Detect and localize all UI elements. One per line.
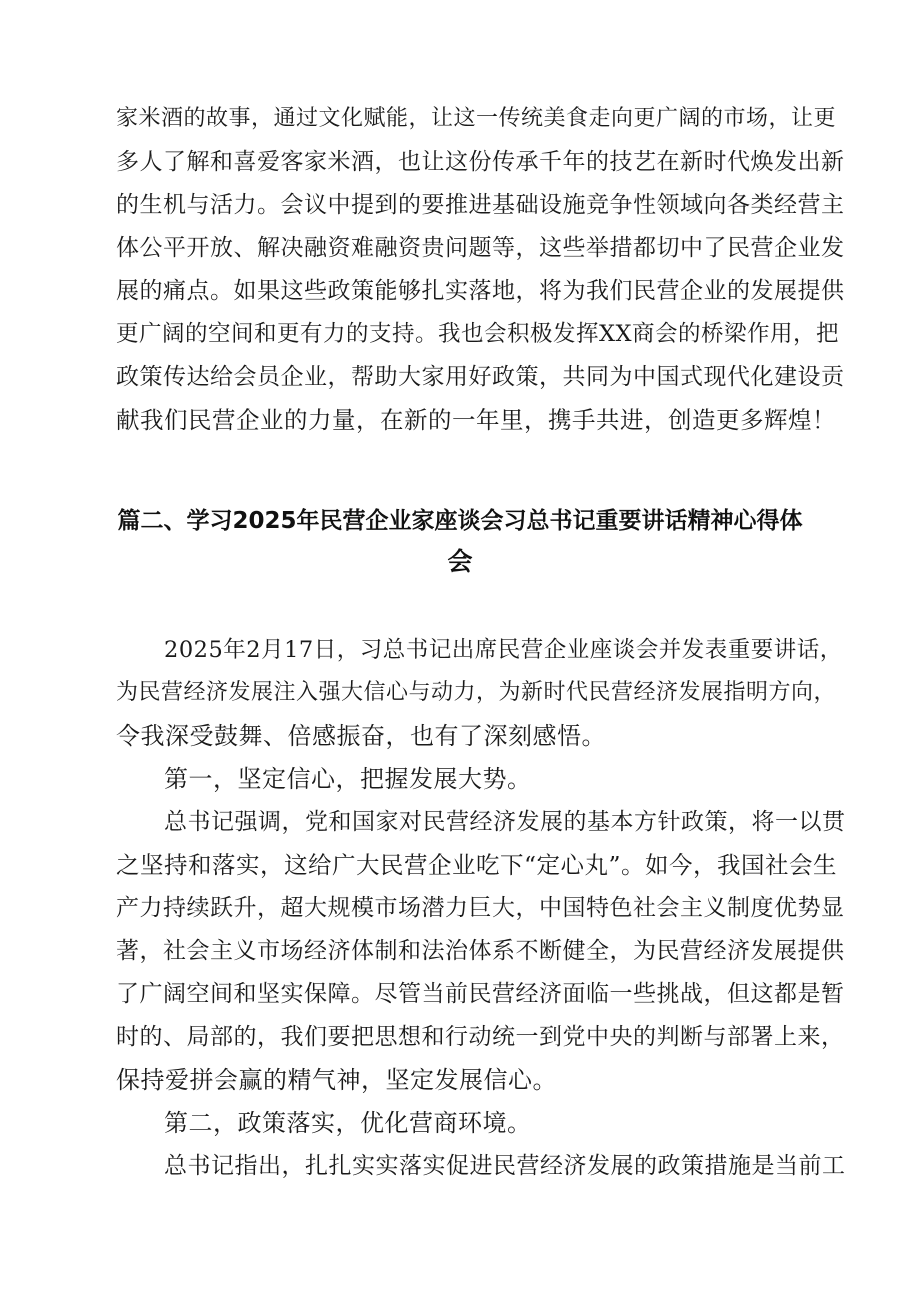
paragraph-line: 总书记指出，扎扎实实落实促进民营经济发展的政策措施是当前工 [164, 1153, 846, 1179]
paragraph-line: 之坚持和落实，这给广大民营企业吃下“定心丸”。如今，我国社会生 [116, 851, 838, 879]
subheading-line: 第二，政策落实，优化营商环境。 [164, 1109, 532, 1137]
paragraph-line: 时的、局部的，我们要把思想和行动统一到党中央的判断与部署上来， [116, 1024, 845, 1050]
paragraph-line: 保持爱拼会赢的精气神，坚定发展信心。 [116, 1066, 557, 1094]
paragraph-line: 家米酒的故事，通过文化赋能，让这一传统美食走向更广阔的市场，让更 [116, 106, 837, 131]
paragraph-line: 政策传达给会员企业，帮助大家用好政策，共同为中国式现代化建设贡 [116, 364, 845, 390]
paragraph-line: 令我深受鼓舞、倍感振奋，也有了深刻感悟。 [116, 722, 606, 750]
paragraph-line: 展的痛点。如果这些政策能够扎实落地，将为我们民营企业的发展提供 [116, 278, 845, 304]
paragraph-line: 著，社会主义市场经济体制和法治体系不断健全，为民营经济发展提供 [116, 938, 845, 964]
paragraph-line: 更广阔的空间和更有力的支持。我也会积极发挥XX商会的桥梁作用，把 [116, 321, 840, 347]
paragraph-line: 总书记强调，党和国家对民营经济发展的基本方针政策，将一以贯 [164, 809, 846, 835]
paragraph-line: 的生机与活力。会议中提到的要推进基础设施竞争性领域向各类经营主 [116, 192, 845, 218]
paragraph-line: 为民营经济发展注入强大信心与动力，为新时代民营经济发展指明方向， [116, 680, 837, 705]
paragraph-line: 体公平开放、解决融资难融资贵问题等，这些举措都切中了民营企业发 [116, 235, 845, 261]
paragraph-line: 产力持续跃升，超大规模市场潜力巨大，中国特色社会主义制度优势显 [116, 895, 845, 921]
paragraph-line: 了广阔空间和坚实保障。尽管当前民营经济面临一些挑战，但这都是暂 [116, 981, 845, 1007]
paragraph-line: 多人了解和喜爱客家米酒，也让这份传承千年的技艺在新时代焕发出新 [116, 149, 845, 175]
section-title: 篇二、学习2025年民营企业家座谈会习总书记重要讲话精神心得体 [117, 508, 803, 534]
paragraph-line: 2025年2月17日，习总书记出席民营企业座谈会并发表重要讲话， [164, 637, 843, 663]
section-title-continuation: 会 [447, 547, 473, 576]
paragraph-line: 献我们民营企业的力量，在新的一年里，携手共进，创造更多辉煌！ [116, 406, 836, 434]
subheading-line: 第一，坚定信心，把握发展大势。 [164, 765, 532, 793]
